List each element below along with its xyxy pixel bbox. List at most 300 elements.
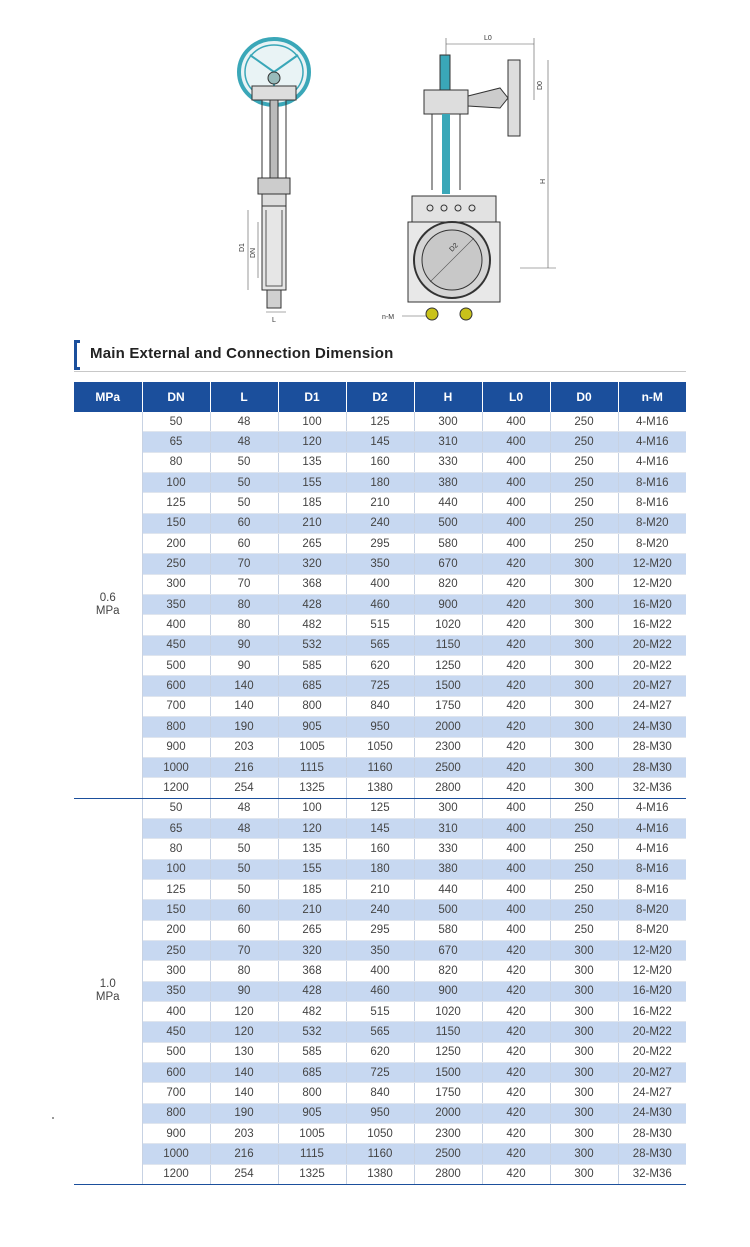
table-row	[74, 1124, 686, 1144]
table-cell: 140	[210, 1083, 278, 1103]
table-cell: 155	[278, 473, 346, 493]
table-cell: 400	[482, 452, 550, 472]
table-row	[74, 900, 686, 920]
table-cell: 1200	[142, 778, 210, 798]
table-cell: 300	[550, 1164, 618, 1184]
table-cell: 4-M16	[618, 412, 686, 432]
table-cell: 420	[482, 554, 550, 574]
table-row	[74, 412, 686, 432]
table-cell: 300	[550, 1042, 618, 1062]
table-cell: 210	[278, 513, 346, 533]
table-cell: 8-M20	[618, 513, 686, 533]
table-cell: 300	[550, 940, 618, 960]
table-cell: 300	[550, 574, 618, 594]
table-cell: 580	[414, 920, 482, 940]
table-cell: 368	[278, 574, 346, 594]
table-cell: 500	[414, 513, 482, 533]
table-cell: 400	[142, 615, 210, 635]
table-cell: 420	[482, 1103, 550, 1123]
table-cell: 48	[210, 412, 278, 432]
table-cell: 250	[550, 900, 618, 920]
table-cell: 800	[278, 1083, 346, 1103]
table-cell: 565	[346, 1022, 414, 1042]
table-cell: 1500	[414, 1063, 482, 1083]
table-cell: 1000	[142, 757, 210, 777]
bracket-icon	[74, 340, 80, 370]
table-cell: 60	[210, 900, 278, 920]
label-dn: DN	[250, 247, 257, 258]
table-cell: 250	[550, 798, 618, 818]
table-cell: 1115	[278, 757, 346, 777]
table-cell: 420	[482, 737, 550, 757]
table-row	[74, 717, 686, 737]
table-cell: 2500	[414, 1144, 482, 1164]
table-cell: 400	[482, 879, 550, 899]
table-cell: 515	[346, 1001, 414, 1021]
table-cell: 300	[550, 1083, 618, 1103]
divider	[74, 371, 686, 372]
table-cell: 2300	[414, 737, 482, 757]
table-cell: 300	[550, 717, 618, 737]
table-cell: 295	[346, 534, 414, 554]
table-cell: 2000	[414, 717, 482, 737]
table-cell: 145	[346, 818, 414, 838]
table-cell: 420	[482, 1001, 550, 1021]
table-cell: 8-M20	[618, 920, 686, 940]
table-cell: 50	[210, 473, 278, 493]
table-cell: 250	[550, 432, 618, 452]
table-cell: 1380	[346, 1164, 414, 1184]
pressure-cell	[74, 798, 142, 1185]
table-cell: 125	[142, 879, 210, 899]
table-cell: 1020	[414, 615, 482, 635]
table-cell: 1380	[346, 778, 414, 798]
table-cell: 670	[414, 940, 482, 960]
table-cell: 250	[550, 879, 618, 899]
table-cell: 28-M30	[618, 737, 686, 757]
table-cell: 725	[346, 676, 414, 696]
table-cell: 685	[278, 676, 346, 696]
table-cell: 216	[210, 1144, 278, 1164]
table-row	[74, 676, 686, 696]
table-cell: 80	[210, 615, 278, 635]
table-cell: 585	[278, 656, 346, 676]
table-cell: 380	[414, 473, 482, 493]
table-cell: 210	[278, 900, 346, 920]
table-cell: 1115	[278, 1144, 346, 1164]
column-header: DN	[142, 382, 210, 412]
table-cell: 400	[346, 961, 414, 981]
table-cell: 420	[482, 1144, 550, 1164]
table-row	[74, 513, 686, 533]
table-cell: 150	[142, 513, 210, 533]
table-cell: 400	[482, 818, 550, 838]
table-header-row	[74, 382, 686, 412]
table-cell: 24-M30	[618, 717, 686, 737]
table-cell: 515	[346, 615, 414, 635]
table-row	[74, 879, 686, 899]
table-cell: 2800	[414, 1164, 482, 1184]
table-row	[74, 1063, 686, 1083]
table-row	[74, 1103, 686, 1123]
table-cell: 532	[278, 1022, 346, 1042]
table-cell: 1150	[414, 635, 482, 655]
table-cell: 905	[278, 1103, 346, 1123]
table-cell: 250	[550, 473, 618, 493]
table-cell: 420	[482, 676, 550, 696]
table-cell: 420	[482, 635, 550, 655]
table-cell: 420	[482, 696, 550, 716]
table-row	[74, 798, 686, 818]
column-header: L	[210, 382, 278, 412]
table-cell: 320	[278, 940, 346, 960]
table-row	[74, 635, 686, 655]
side-view-drawing	[408, 38, 556, 302]
section-title: Main External and Connection Dimension	[90, 345, 394, 362]
table-cell: 420	[482, 1083, 550, 1103]
table-row	[74, 757, 686, 777]
table-cell: 4-M16	[618, 818, 686, 838]
table-cell: 48	[210, 818, 278, 838]
table-cell: 65	[142, 818, 210, 838]
table-cell: 90	[210, 981, 278, 1001]
table-cell: 500	[142, 1042, 210, 1062]
table-cell: 840	[346, 1083, 414, 1103]
table-cell: 60	[210, 920, 278, 940]
table-cell: 300	[550, 554, 618, 574]
table-cell: 8-M16	[618, 473, 686, 493]
table-cell: 160	[346, 452, 414, 472]
table-cell: 60	[210, 513, 278, 533]
table-cell: 250	[550, 412, 618, 432]
table-cell: 145	[346, 432, 414, 452]
table-cell: 420	[482, 961, 550, 981]
table-cell: 250	[550, 859, 618, 879]
label-l: L	[272, 317, 276, 324]
table-cell: 125	[142, 493, 210, 513]
table-cell: 820	[414, 574, 482, 594]
table-cell: 4-M16	[618, 798, 686, 818]
table-cell: 440	[414, 493, 482, 513]
table-cell: 180	[346, 473, 414, 493]
table-cell: 12-M20	[618, 940, 686, 960]
pressure-cell	[74, 412, 142, 798]
table-cell: 420	[482, 615, 550, 635]
table-cell: 400	[346, 574, 414, 594]
table-cell: 65	[142, 432, 210, 452]
table-cell: 100	[278, 798, 346, 818]
table-cell: 420	[482, 1063, 550, 1083]
table-cell: 100	[278, 412, 346, 432]
table-cell: 16-M22	[618, 615, 686, 635]
table-cell: 310	[414, 818, 482, 838]
table-cell: 16-M20	[618, 981, 686, 1001]
table-cell: 254	[210, 1164, 278, 1184]
table-cell: 1200	[142, 1164, 210, 1184]
table-cell: 820	[414, 961, 482, 981]
table-row	[74, 432, 686, 452]
table-cell: 440	[414, 879, 482, 899]
table-cell: 1000	[142, 1144, 210, 1164]
table-cell: 120	[278, 818, 346, 838]
table-cell: 300	[550, 961, 618, 981]
table-cell: 2500	[414, 757, 482, 777]
table-cell: 350	[142, 595, 210, 615]
table-cell: 300	[414, 412, 482, 432]
table-cell: 150	[142, 900, 210, 920]
table-cell: 135	[278, 839, 346, 859]
table-cell: 180	[346, 859, 414, 879]
table-cell: 900	[414, 595, 482, 615]
table-cell: 120	[210, 1001, 278, 1021]
table-row	[74, 1164, 686, 1184]
table-cell: 250	[550, 513, 618, 533]
table-cell: 1325	[278, 1164, 346, 1184]
table-cell: 300	[550, 635, 618, 655]
table-row	[74, 737, 686, 757]
table-cell: 2800	[414, 778, 482, 798]
table-cell: 28-M30	[618, 1144, 686, 1164]
pressure-label: 1.0	[99, 978, 116, 991]
table-cell: 200	[142, 534, 210, 554]
table-cell: 70	[210, 554, 278, 574]
table-cell: 1250	[414, 656, 482, 676]
table-cell: 500	[414, 900, 482, 920]
table-cell: 28-M30	[618, 757, 686, 777]
table-row	[74, 920, 686, 940]
table-row	[74, 493, 686, 513]
table-cell: 4-M16	[618, 839, 686, 859]
table-cell: 1020	[414, 1001, 482, 1021]
table-cell: 250	[550, 493, 618, 513]
table-row	[74, 818, 686, 838]
table-cell: 580	[414, 534, 482, 554]
table-cell: 12-M20	[618, 554, 686, 574]
table-cell: 300	[550, 1124, 618, 1144]
table-cell: 80	[142, 452, 210, 472]
table-row	[74, 981, 686, 1001]
dimension-table	[74, 382, 686, 1185]
table-cell: 1005	[278, 1124, 346, 1144]
table-cell: 250	[550, 818, 618, 838]
table-row	[74, 1083, 686, 1103]
table-cell: 300	[550, 1103, 618, 1123]
column-header: D0	[550, 382, 618, 412]
table-cell: 216	[210, 757, 278, 777]
table-row	[74, 452, 686, 472]
table-cell: 800	[142, 717, 210, 737]
table-body	[74, 412, 686, 1185]
table-cell: 905	[278, 717, 346, 737]
table-cell: 300	[550, 656, 618, 676]
table-cell: 50	[210, 839, 278, 859]
table-cell: 350	[346, 554, 414, 574]
table-cell: 420	[482, 1042, 550, 1062]
table-row	[74, 656, 686, 676]
table-row	[74, 554, 686, 574]
label-n-m: n-M	[382, 314, 395, 321]
table-cell: 400	[482, 920, 550, 940]
column-header: D1	[278, 382, 346, 412]
table-cell: 2000	[414, 1103, 482, 1123]
table-cell: 130	[210, 1042, 278, 1062]
table-cell: 482	[278, 615, 346, 635]
table-cell: 400	[482, 432, 550, 452]
label-d1: D1	[239, 243, 246, 252]
table-row	[74, 574, 686, 594]
table-cell: 24-M27	[618, 1083, 686, 1103]
section-header	[74, 338, 686, 372]
table-cell: 420	[482, 1164, 550, 1184]
table-cell: 240	[346, 900, 414, 920]
table-cell: 32-M36	[618, 1164, 686, 1184]
table-cell: 300	[550, 615, 618, 635]
table-cell: 428	[278, 595, 346, 615]
table-cell: 300	[414, 798, 482, 818]
table-cell: 685	[278, 1063, 346, 1083]
table-cell: 950	[346, 1103, 414, 1123]
table-cell: 265	[278, 920, 346, 940]
table-cell: 24-M27	[618, 696, 686, 716]
table-cell: 428	[278, 981, 346, 1001]
table-cell: 20-M22	[618, 656, 686, 676]
table-cell: 135	[278, 452, 346, 472]
table-cell: 1500	[414, 676, 482, 696]
table-cell: 700	[142, 1083, 210, 1103]
table-cell: 20-M27	[618, 1063, 686, 1083]
table-cell: 300	[550, 676, 618, 696]
table-cell: 420	[482, 981, 550, 1001]
pressure-label: 0.6	[99, 591, 116, 604]
table-row	[74, 1144, 686, 1164]
table-cell: 350	[346, 940, 414, 960]
table-cell: 400	[482, 534, 550, 554]
table-cell: 330	[414, 839, 482, 859]
table-cell: 203	[210, 737, 278, 757]
table-cell: 12-M20	[618, 574, 686, 594]
table-cell: 300	[142, 574, 210, 594]
table-cell: 320	[278, 554, 346, 574]
table-cell: 12-M20	[618, 961, 686, 981]
pressure-label: MPa	[95, 991, 120, 1004]
table-cell: 420	[482, 940, 550, 960]
table-cell: 300	[550, 981, 618, 1001]
table-cell: 585	[278, 1042, 346, 1062]
label-l0: L0	[484, 35, 492, 42]
column-header: H	[414, 382, 482, 412]
table-cell: 60	[210, 534, 278, 554]
table-cell: 900	[414, 981, 482, 1001]
dot	[52, 1117, 54, 1119]
table-cell: 400	[482, 513, 550, 533]
table-cell: 420	[482, 717, 550, 737]
table-cell: 185	[278, 493, 346, 513]
table-cell: 420	[482, 757, 550, 777]
table-cell: 565	[346, 635, 414, 655]
table-cell: 400	[482, 798, 550, 818]
table-cell: 300	[550, 737, 618, 757]
table-cell: 380	[414, 859, 482, 879]
table-cell: 8-M16	[618, 493, 686, 513]
table-cell: 140	[210, 676, 278, 696]
table-cell: 8-M16	[618, 879, 686, 899]
table-cell: 16-M22	[618, 1001, 686, 1021]
bolt-icons	[402, 308, 472, 320]
table-cell: 100	[142, 473, 210, 493]
table-cell: 950	[346, 717, 414, 737]
table-cell: 460	[346, 981, 414, 1001]
table-cell: 20-M27	[618, 676, 686, 696]
table-cell: 400	[482, 473, 550, 493]
table-cell: 400	[482, 859, 550, 879]
table-cell: 670	[414, 554, 482, 574]
table-row	[74, 839, 686, 859]
table-cell: 70	[210, 940, 278, 960]
table-cell: 800	[142, 1103, 210, 1123]
table-cell: 140	[210, 696, 278, 716]
table-cell: 16-M20	[618, 595, 686, 615]
table-cell: 2300	[414, 1124, 482, 1144]
table-cell: 250	[550, 920, 618, 940]
table-cell: 120	[210, 1022, 278, 1042]
table-row	[74, 1042, 686, 1062]
label-h: H	[540, 178, 547, 184]
table-cell: 400	[142, 1001, 210, 1021]
table-cell: 1160	[346, 757, 414, 777]
table-cell: 250	[142, 940, 210, 960]
table-row	[74, 534, 686, 554]
table-cell: 203	[210, 1124, 278, 1144]
table-cell: 50	[210, 879, 278, 899]
table-cell: 70	[210, 574, 278, 594]
table-cell: 20-M22	[618, 1042, 686, 1062]
table-cell: 50	[142, 412, 210, 432]
table-cell: 140	[210, 1063, 278, 1083]
table-cell: 500	[142, 656, 210, 676]
table-cell: 8-M20	[618, 900, 686, 920]
column-header: D2	[346, 382, 414, 412]
table-cell: 420	[482, 656, 550, 676]
table-cell: 330	[414, 452, 482, 472]
table-cell: 190	[210, 1103, 278, 1123]
table-cell: 420	[482, 1124, 550, 1144]
table-cell: 4-M16	[618, 452, 686, 472]
table-cell: 800	[278, 696, 346, 716]
table-cell: 450	[142, 1022, 210, 1042]
table-cell: 1160	[346, 1144, 414, 1164]
label-d2: D2	[448, 242, 460, 254]
table-cell: 125	[346, 798, 414, 818]
table-cell: 210	[346, 879, 414, 899]
table-cell: 4-M16	[618, 432, 686, 452]
table-cell: 600	[142, 1063, 210, 1083]
table-cell: 400	[482, 900, 550, 920]
table-cell: 620	[346, 656, 414, 676]
table-cell: 420	[482, 1022, 550, 1042]
table-cell: 482	[278, 1001, 346, 1021]
table-cell: 300	[550, 778, 618, 798]
table-cell: 840	[346, 696, 414, 716]
table-row	[74, 778, 686, 798]
table-cell: 50	[142, 798, 210, 818]
table-cell: 1150	[414, 1022, 482, 1042]
table-cell: 420	[482, 574, 550, 594]
table-cell: 254	[210, 778, 278, 798]
table-cell: 250	[142, 554, 210, 574]
table-cell: 600	[142, 676, 210, 696]
table-cell: 160	[346, 839, 414, 859]
table-cell: 50	[210, 859, 278, 879]
